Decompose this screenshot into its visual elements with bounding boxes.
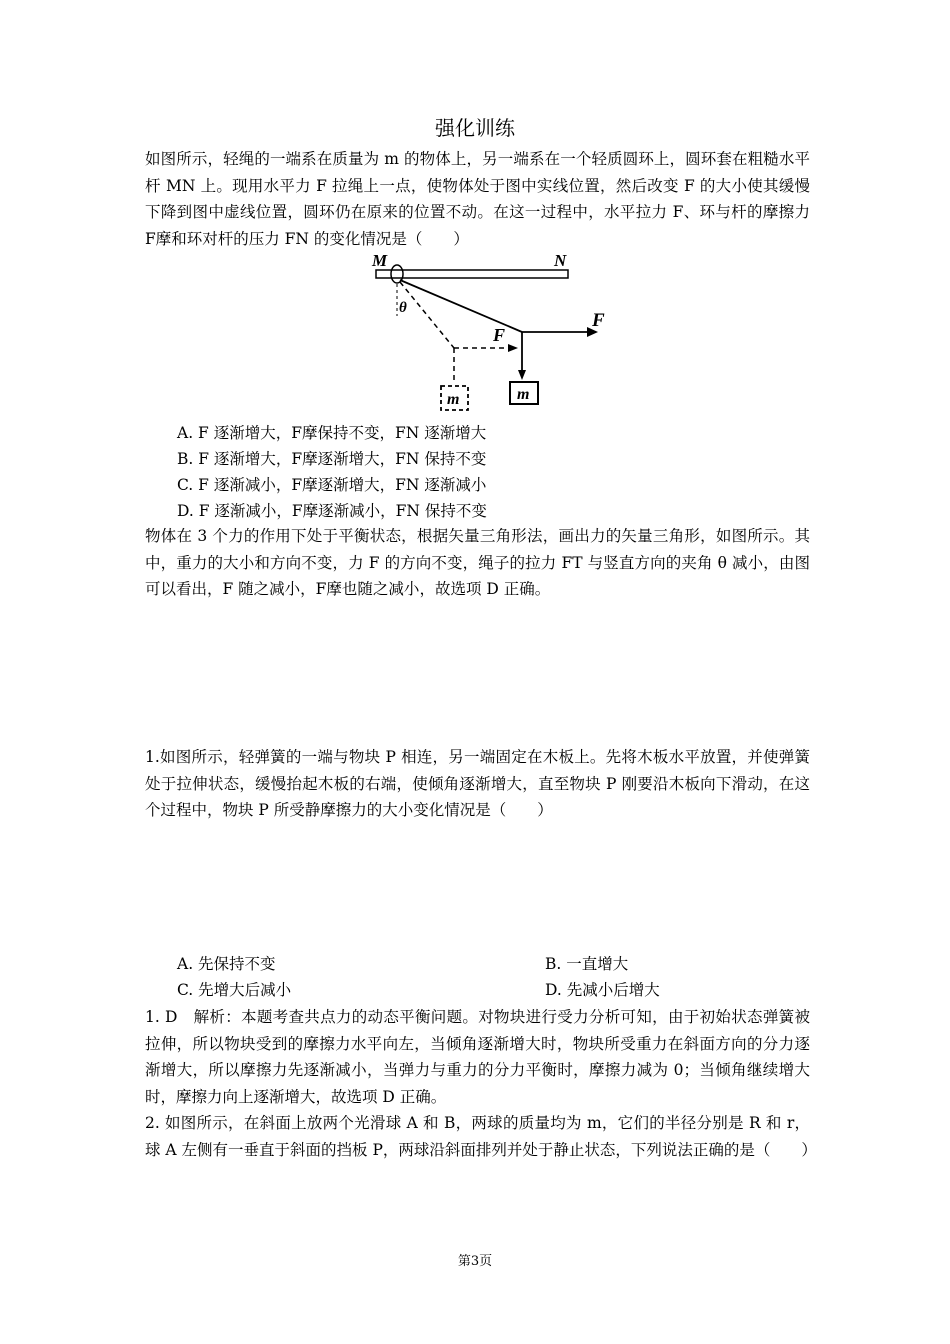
q2-stem: 2. 如图所示，在斜面上放两个光滑球 A 和 B，两球的质量均为 m，它们的半径分别是 R 和 r，球 A 左侧有一垂直于斜面的挡板 P，两球沿斜面排列并处于静止状态，下列说法正确的是（ ） <box>145 1114 817 1159</box>
intro-question: 如图所示，轻绳的一端系在质量为 m 的物体上，另一端系在一个轻质圆环上，圆环套在粗糙水平杆 MN 上。现用水平力 F 拉绳上一点，使物体处于图中实线位置，然后改变 F 的大小使其缓慢下降到图中虚线位置，圆环仍在原来的位置不动。在这一过程中，水平拉力 F、环与杆的摩擦力 F摩和环对杆的压力 FN 的变化情况是（ ） <box>145 150 810 248</box>
label-theta: θ <box>399 300 407 316</box>
q0-option-b: B. F 逐渐增大，F摩逐渐增大，FN 保持不变 <box>177 450 487 468</box>
q1-stem: 1.如图所示，轻弹簧的一端与物块 P 相连，另一端固定在木板上。先将木板水平放置，并使弹簧处于拉伸状态，缓慢抬起木板的右端，使倾角逐渐增大，直至物块 P 刚要沿木板向下滑动，在这个过程中，物块 P 所受静摩擦力的大小变化情况是（ ） <box>145 748 810 819</box>
q0-option-d: D. F 逐渐减小，F摩逐渐减小，FN 保持不变 <box>177 502 487 520</box>
q1-option-c: C. 先增大后减小 <box>177 981 292 999</box>
rope-ring-figure <box>368 246 618 416</box>
label-m-dashed: m <box>447 391 460 408</box>
rod-mn <box>376 270 568 278</box>
q1-option-b: B. 一直增大 <box>545 955 629 973</box>
q1-solution: 1. D 解析：本题考查共点力的动态平衡问题。对物块进行受力分析可知，由于初始状态弹簧被拉伸，所以物块受到的摩擦力水平向左，当倾角逐渐增大时，物块所受重力在斜面方向的分力逐渐增大，所以摩擦力先逐渐减小，当弹力与重力的分力平衡时，摩擦力减为 0；当倾角继续增大时，摩擦力向上逐渐增大，故选项 D 正确。 <box>145 1008 810 1106</box>
label-f-dashed: F <box>493 325 506 345</box>
hanging-arrowhead <box>518 370 526 380</box>
label-n-end: N <box>554 251 567 270</box>
q1-option-d: D. 先减小后增大 <box>545 981 660 999</box>
q0-option-c: C. F 逐渐减小，F摩逐渐增大，FN 逐渐减小 <box>177 476 487 494</box>
q0-option-a: A. F 逐渐增大，F摩保持不变，FN 逐渐增大 <box>177 424 487 442</box>
q0-solution: 物体在 3 个力的作用下处于平衡状态，根据矢量三角形法，画出力的矢量三角形，如图所示。其中，重力的大小和方向不变，力 F 的方向不变，绳子的拉力 FT 与竖直方向的夹角 θ 减小，由图可以看出，F 随之减小，F摩也随之减小，故选项 D 正确。 <box>145 527 810 598</box>
q1-option-a: A. 先保持不变 <box>177 955 276 973</box>
page-number: 第3页 <box>457 1254 493 1269</box>
page-title: 强化训练 <box>435 116 515 140</box>
dashed-force-arrowhead <box>508 344 518 352</box>
label-m-end: M <box>372 251 388 270</box>
label-f-solid: F <box>592 310 605 331</box>
label-m-solid: m <box>517 386 530 403</box>
